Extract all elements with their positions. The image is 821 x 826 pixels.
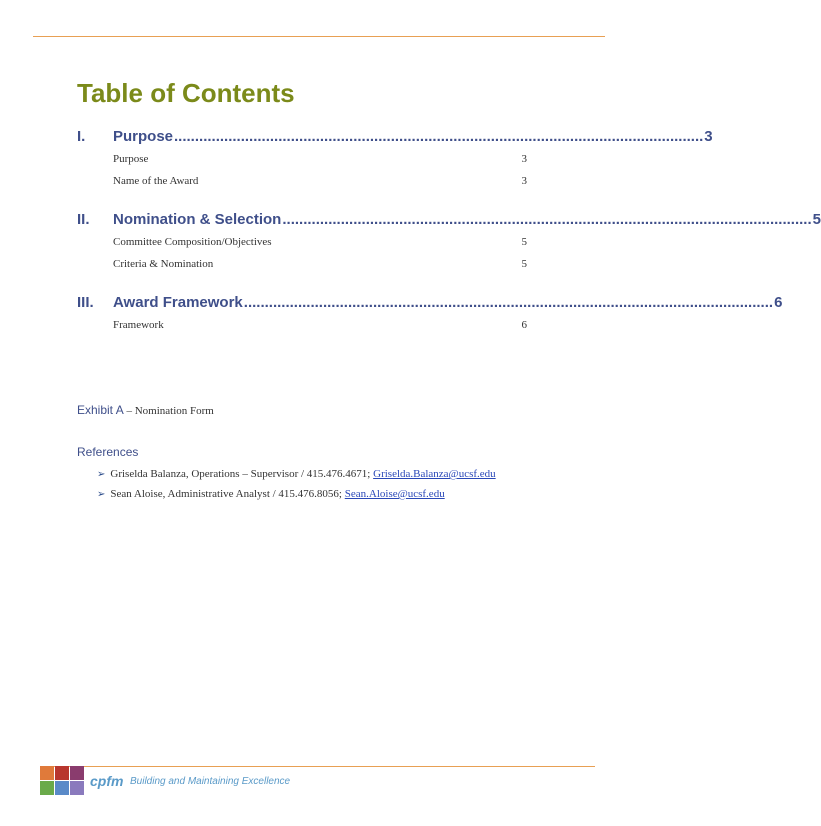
section-title: Nomination & Selection: [113, 211, 282, 228]
toc-section-nomination: [77, 211, 821, 275]
toc-entry[interactable]: [77, 128, 713, 148]
reference-text: Sean Aloise, Administrative Analyst / 415.476.8056;: [110, 488, 345, 500]
toc-section-framework: [77, 294, 783, 336]
subentry-page: 5: [521, 236, 527, 248]
reference-item: [97, 488, 445, 500]
toc-subentry[interactable]: [113, 231, 527, 253]
subentry-label: Framework: [113, 319, 164, 331]
toc-subentry[interactable]: [113, 148, 527, 170]
email-link[interactable]: Griselda.Balanza@ucsf.edu: [373, 468, 496, 480]
subentry-label: Name of the Award: [113, 175, 199, 187]
arrow-bullet-icon: ➢: [97, 469, 106, 480]
header-rule: [33, 36, 605, 37]
toc-subentry[interactable]: [113, 253, 527, 275]
references-heading: References: [77, 445, 139, 459]
section-number: I.: [77, 128, 86, 145]
subentry-label: Committee Composition/Objectives: [113, 236, 272, 248]
subentry-label: Criteria & Nomination: [113, 258, 214, 270]
reference-item: [97, 468, 496, 480]
subentry-page: 3: [521, 175, 527, 187]
subentry-label: Purpose: [113, 153, 149, 165]
section-page: 5: [812, 211, 821, 228]
section-title: Award Framework: [113, 294, 243, 311]
dot-leader: ...............................................................................................................................: [174, 128, 704, 145]
page-title: Table of Contents: [77, 78, 295, 108]
exhibit-text: – Nomination Form: [123, 405, 214, 417]
footer-rule: [40, 766, 595, 767]
section-number: III.: [77, 294, 94, 311]
toc-subentry[interactable]: [113, 314, 527, 336]
section-title: Purpose: [113, 128, 174, 145]
toc-section-purpose: [77, 128, 713, 192]
footer-tagline: Building and Maintaining Excellence: [130, 776, 291, 787]
arrow-bullet-icon: ➢: [97, 489, 106, 500]
toc-entry[interactable]: [77, 211, 821, 231]
toc-entry[interactable]: [77, 294, 783, 314]
section-number: II.: [77, 211, 90, 228]
email-link[interactable]: Sean.Aloise@ucsf.edu: [344, 488, 445, 500]
dot-leader: ...............................................................................................................................: [243, 294, 774, 311]
section-page: 6: [774, 294, 783, 311]
subentry-page: 5: [521, 258, 527, 270]
exhibit-label: Exhibit A: [77, 403, 124, 417]
exhibit-line: [77, 403, 214, 417]
section-page: 3: [704, 128, 713, 145]
subentry-page: 3: [521, 153, 527, 165]
dot-leader: ...............................................................................................................................: [282, 211, 812, 228]
footer-brand: cpfm: [90, 773, 124, 789]
reference-text: Griselda Balanza, Operations – Supervisor / 415.476.4671;: [110, 468, 374, 480]
subentry-page: 6: [521, 319, 527, 331]
toc-subentry[interactable]: [113, 170, 527, 192]
cpfm-logo: [40, 766, 84, 796]
